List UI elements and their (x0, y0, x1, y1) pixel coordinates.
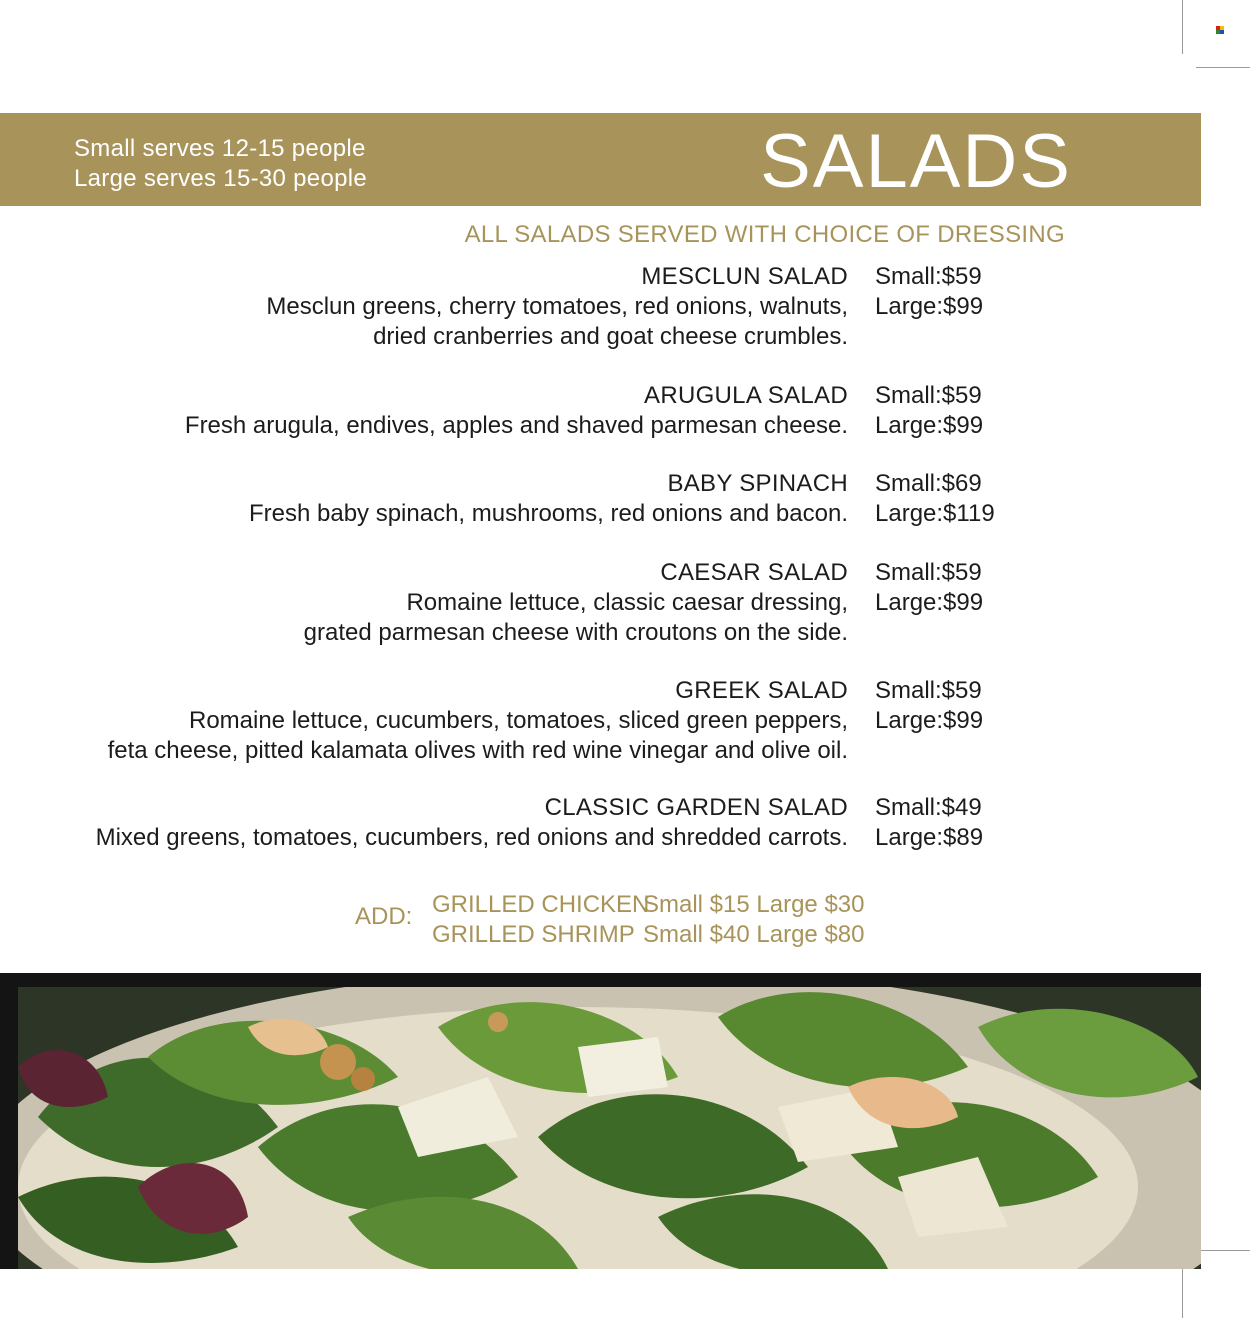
item-description: feta cheese, pitted kalamata olives with red wine vinegar and olive oil. (107, 737, 848, 764)
salad-photo (0, 973, 1201, 1269)
large-price: Large:$99 (875, 589, 984, 616)
small-price: Small:$59 (875, 382, 982, 409)
item-name: MESCLUN SALAD (641, 263, 848, 290)
item-description: Mixed greens, tomatoes, cucumbers, red onions and shredded carrots. (95, 824, 848, 851)
crop-mark (1196, 67, 1250, 68)
item-description: Fresh arugula, endives, apples and shaved parmesan cheese. (184, 412, 848, 439)
item-description: Romaine lettuce, classic caesar dressing, (406, 589, 848, 616)
item-name: ARUGULA SALAD (644, 382, 848, 409)
item-description: Mesclun greens, cherry tomatoes, red onions, walnuts, (266, 293, 848, 320)
large-price: Large:$99 (875, 412, 984, 439)
large-price: Large:$119 (875, 500, 995, 527)
item-description: Romaine lettuce, cucumbers, tomatoes, sliced green peppers, (188, 707, 848, 734)
addon-name: GRILLED SHRIMP (432, 921, 635, 948)
addon-prices: Small $40 Large $80 (643, 921, 865, 948)
addon-row-chicken (432, 890, 864, 920)
item-name: CAESAR SALAD (660, 559, 848, 586)
serves-large-text: Large serves 15-30 people (74, 165, 368, 192)
crop-mark (1196, 1250, 1250, 1251)
item-name: GREEK SALAD (675, 677, 848, 704)
item-description: Fresh baby spinach, mushrooms, red onions and bacon. (248, 500, 848, 527)
dressing-note: ALL SALADS SERVED WITH CHOICE OF DRESSING (464, 221, 1065, 248)
large-price: Large:$99 (875, 293, 984, 320)
color-registration-icon (1216, 26, 1224, 34)
addon-prices: Small $15 Large $30 (643, 891, 865, 918)
salad-photo-illustration (18, 987, 1201, 1269)
crop-mark (1182, 0, 1183, 54)
serves-small-text: Small serves 12-15 people (74, 135, 366, 162)
add-label: ADD: (355, 903, 413, 930)
large-price: Large:$89 (875, 824, 984, 851)
small-price: Small:$49 (875, 794, 982, 821)
item-description: grated parmesan cheese with croutons on the side. (303, 619, 848, 646)
large-price: Large:$99 (875, 707, 984, 734)
serving-sizes (74, 134, 367, 194)
page-title: SALADS (760, 119, 1072, 204)
small-price: Small:$69 (875, 470, 982, 497)
small-price: Small:$59 (875, 263, 982, 290)
addon-name: GRILLED CHICKEN (432, 891, 650, 918)
item-description: dried cranberries and goat cheese crumbles. (373, 323, 848, 350)
small-price: Small:$59 (875, 559, 982, 586)
item-name: BABY SPINACH (667, 470, 848, 497)
addon-row-shrimp (432, 920, 864, 950)
crop-mark (1182, 1264, 1183, 1318)
item-name: CLASSIC GARDEN SALAD (544, 794, 848, 821)
small-price: Small:$59 (875, 677, 982, 704)
